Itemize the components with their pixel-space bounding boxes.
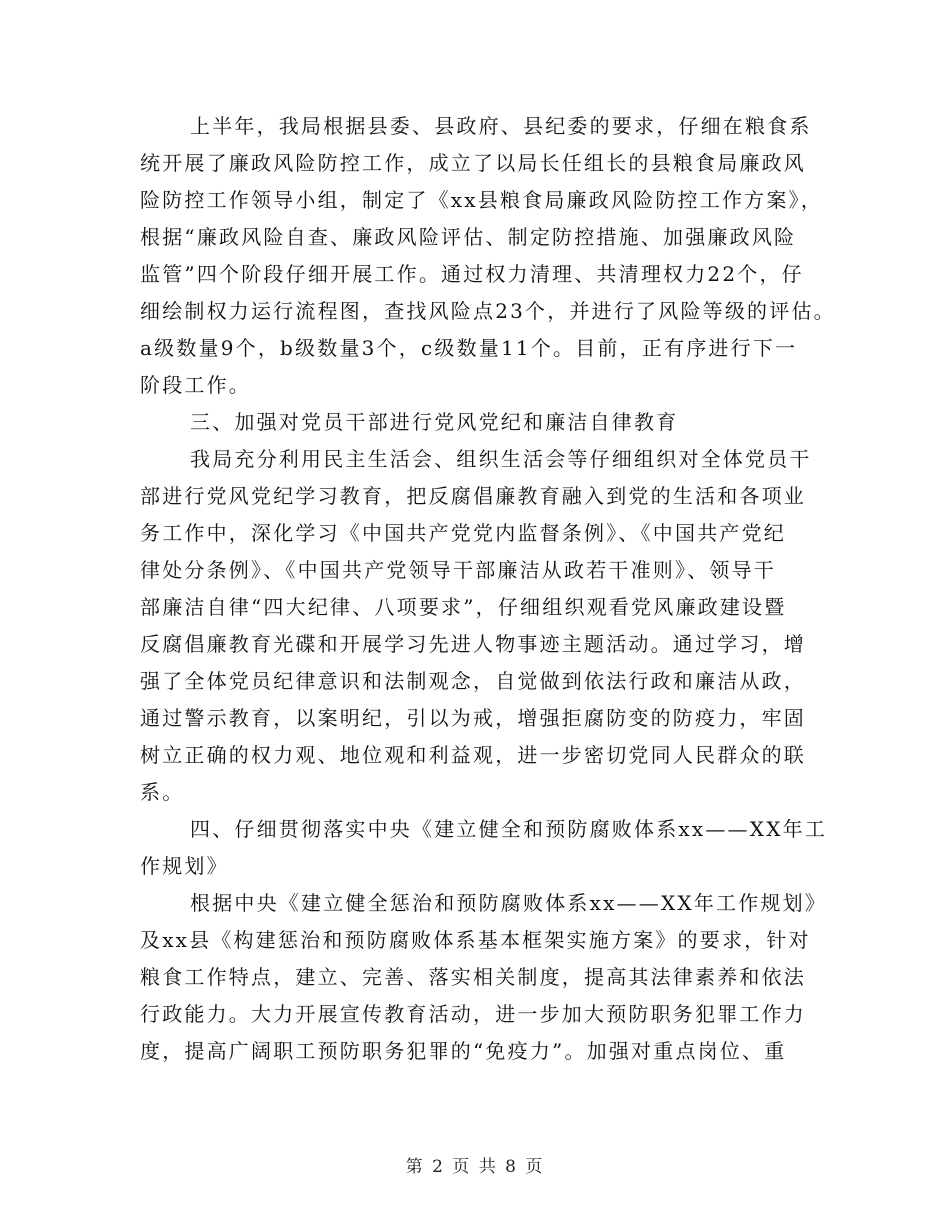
paragraph-line: 根据“廉政风险自查、廉政风险评估、制定防控措施、加强廉政风险 xyxy=(140,225,797,249)
paragraph-line: 阶段工作。 xyxy=(140,373,251,397)
paragraph-line: 行政能力。大力开展宣传教育活动，进一步加大预防职务犯罪工作力 xyxy=(140,1002,806,1026)
paragraph-line: 律处分条例》、《中国共产党领导干部廉洁从政若干准则》、领导干 xyxy=(140,558,776,582)
paragraph-line: 树立正确的权力观、地位观和利益观，进一步密切党同人民群众的联 xyxy=(140,743,806,767)
paragraph-line: 反腐倡廉教育光碟和开展学习先进人物事迹主题活动。通过学习，增 xyxy=(140,632,806,656)
paragraph-line: 强了全体党员纪律意识和法制观念，自觉做到依法行政和廉洁从政， xyxy=(140,669,806,693)
paragraph-line: 我局充分利用民主生活会、组织生活会等仔细组织对全体党员干 xyxy=(190,447,812,471)
paragraph-line: 上半年，我局根据县委、县政府、县纪委的要求，仔细在粮食系 xyxy=(190,114,812,138)
paragraph-line: a级数量9个，b级数量3个，c级数量11个。目前，正有序进行下一 xyxy=(140,336,798,360)
paragraph-line: 系。 xyxy=(140,780,185,804)
paragraph-line: 度，提高广阔职工预防职务犯罪的“免疫力”。加强对重点岗位、重 xyxy=(140,1039,787,1063)
section-heading: 四、仔细贯彻落实中央《建立健全和预防腐败体系xx——XX年工 xyxy=(190,817,828,841)
section-heading: 三、加强对党员干部进行党风党纪和廉洁自律教育 xyxy=(190,410,679,434)
paragraph-line: 根据中央《建立健全惩治和预防腐败体系xx——XX年工作规划》 xyxy=(190,891,828,915)
paragraph-line: 及xx县《构建惩治和预防腐败体系基本框架实施方案》的要求，针对 xyxy=(140,928,811,952)
paragraph-line: 监管”四个阶段仔细开展工作。通过权力清理、共清理权力22个，仔 xyxy=(140,262,804,286)
paragraph-line: 统开展了廉政风险防控工作，成立了以局长任组长的县粮食局廉政风 xyxy=(140,151,806,175)
paragraph-line: 部廉洁自律“四大纪律、八项要求”，仔细组织观看党风廉政建设暨 xyxy=(140,595,787,619)
paragraph-line: 部进行党风党纪学习教育，把反腐倡廉教育融入到党的生活和各项业 xyxy=(140,484,806,508)
page-number: 第 2 页 共 8 页 xyxy=(405,1157,545,1177)
paragraph-line: 细绘制权力运行流程图，查找风险点23个，并进行了风险等级的评估。 xyxy=(140,299,836,323)
paragraph-line: 务工作中，深化学习《中国共产党党内监督条例》、《中国共产党纪 xyxy=(140,521,786,545)
paragraph-line: 粮食工作特点，建立、完善、落实相关制度，提高其法律素养和依法 xyxy=(140,965,806,989)
section-heading: 作规划》 xyxy=(140,854,229,878)
paragraph-line: 通过警示教育，以案明纪，引以为戒，增强拒腐防变的防疫力，牢固 xyxy=(140,706,806,730)
paragraph-line: 险防控工作领导小组，制定了《xx县粮食局廉政风险防控工作方案》， xyxy=(140,188,823,212)
